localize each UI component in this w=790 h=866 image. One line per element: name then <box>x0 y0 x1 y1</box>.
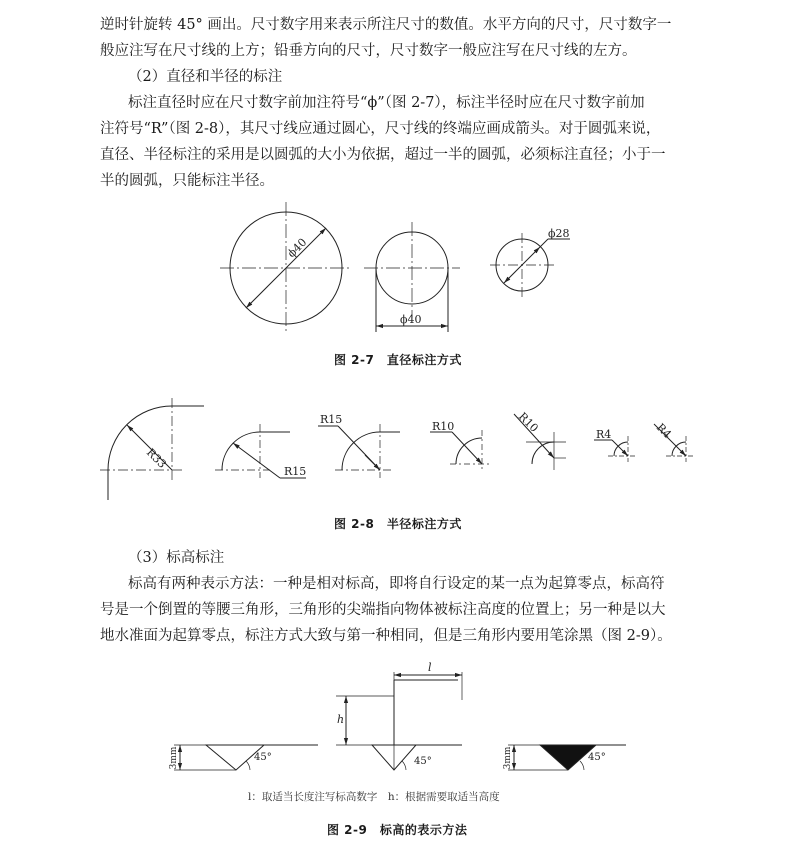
label-phi40-a: ϕ40 <box>284 235 310 261</box>
label-r15-a: R15 <box>284 465 307 478</box>
radius-arc-r10-b <box>514 410 566 470</box>
text-line: 标注直径时应在尺寸数字前加注符号“ϕ”（图 2-7），标注半径时应在尺寸数字前加 <box>128 95 645 111</box>
text-line: 逆时针旋转 45° 画出。尺寸数字用来表示所注尺寸的数值。水平方向的尺寸，尺寸数字一 <box>100 17 672 33</box>
label-r15-b: R15 <box>320 413 343 426</box>
text-line: 标高有两种表示方法：一种是相对标高，即将自行设定的某一点为起算零点，标高符 <box>128 576 665 592</box>
diameter-circle-medium <box>364 222 460 332</box>
label-phi28: ϕ28 <box>548 227 570 240</box>
elevation-symbol-relative <box>169 745 318 770</box>
radius-arc-r33 <box>100 398 204 500</box>
radius-arc-r10-a <box>430 420 490 470</box>
text-line: 般应注写在尺寸线的上方；铅垂方向的尺寸，尺寸数字一般应注写在尺寸线的左方。 <box>100 43 637 59</box>
label-r10-b: R10 <box>515 409 541 435</box>
radius-arc-r15-a <box>215 424 306 478</box>
label-45deg-b: 45° <box>414 756 432 767</box>
radius-arc-r15-b <box>318 413 400 478</box>
section-heading-elevation: （3）标高标注 <box>128 550 225 566</box>
diameter-circle-small <box>490 227 570 297</box>
figure-2-8 <box>100 398 694 500</box>
label-r33: R33 <box>143 445 169 471</box>
text-line: 号是一个倒置的等腰三角形，三角形的尖端指向物体被标注高度的位置上；另一种是以大 <box>100 602 666 618</box>
text-line: 直径、半径标注的采用是以圆弧的大小为依据，超过一半的圆弧，必须标注直径；小于一 <box>100 147 666 163</box>
figure-2-9 <box>169 661 626 770</box>
figure-2-9-note: l：取适当长度注写标高数字 h：根据需要取适当高度 <box>248 791 500 803</box>
figure-2-7 <box>220 202 570 334</box>
label-3mm-a: 3mm <box>169 746 179 770</box>
elevation-symbol-absolute <box>503 745 626 770</box>
label-l: l <box>428 661 432 674</box>
elevation-symbol-dimensioned <box>336 661 462 770</box>
label-45deg-a: 45° <box>254 752 272 763</box>
text-line: 注符号“R”（图 2-8），其尺寸线应通过圆心，尺寸线的终端应画成箭头。对于圆弧来说， <box>100 121 661 137</box>
figure-2-7-caption: 图 2-7 直径标注方式 <box>334 353 462 367</box>
text-line: 半的圆弧，只能标注半径。 <box>100 173 274 189</box>
label-45deg-c: 45° <box>588 752 606 763</box>
label-r10-a: R10 <box>432 420 455 433</box>
radius-arc-r4-b <box>654 421 694 462</box>
diameter-circle-large <box>220 202 352 334</box>
radius-arc-r4-a <box>594 428 636 462</box>
elevation-paragraph <box>100 571 698 649</box>
section-heading-diameter: （2）直径和半径的标注 <box>128 69 283 85</box>
label-3mm-b: 3mm <box>503 746 513 770</box>
text-line: 地水准面为起算零点，标注方式大致与第一种相同，但是三角形内要用笔涂黑（图 2-9）。 <box>100 628 672 644</box>
figure-2-8-caption: 图 2-8 半径标注方式 <box>334 517 462 531</box>
figure-2-9-caption: 图 2-9 标高的表示方法 <box>327 823 468 837</box>
label-r4-a: R4 <box>596 428 612 441</box>
label-phi40-b: ϕ40 <box>400 313 422 326</box>
label-r4-b: R4 <box>653 420 674 441</box>
label-h: h <box>337 713 345 726</box>
